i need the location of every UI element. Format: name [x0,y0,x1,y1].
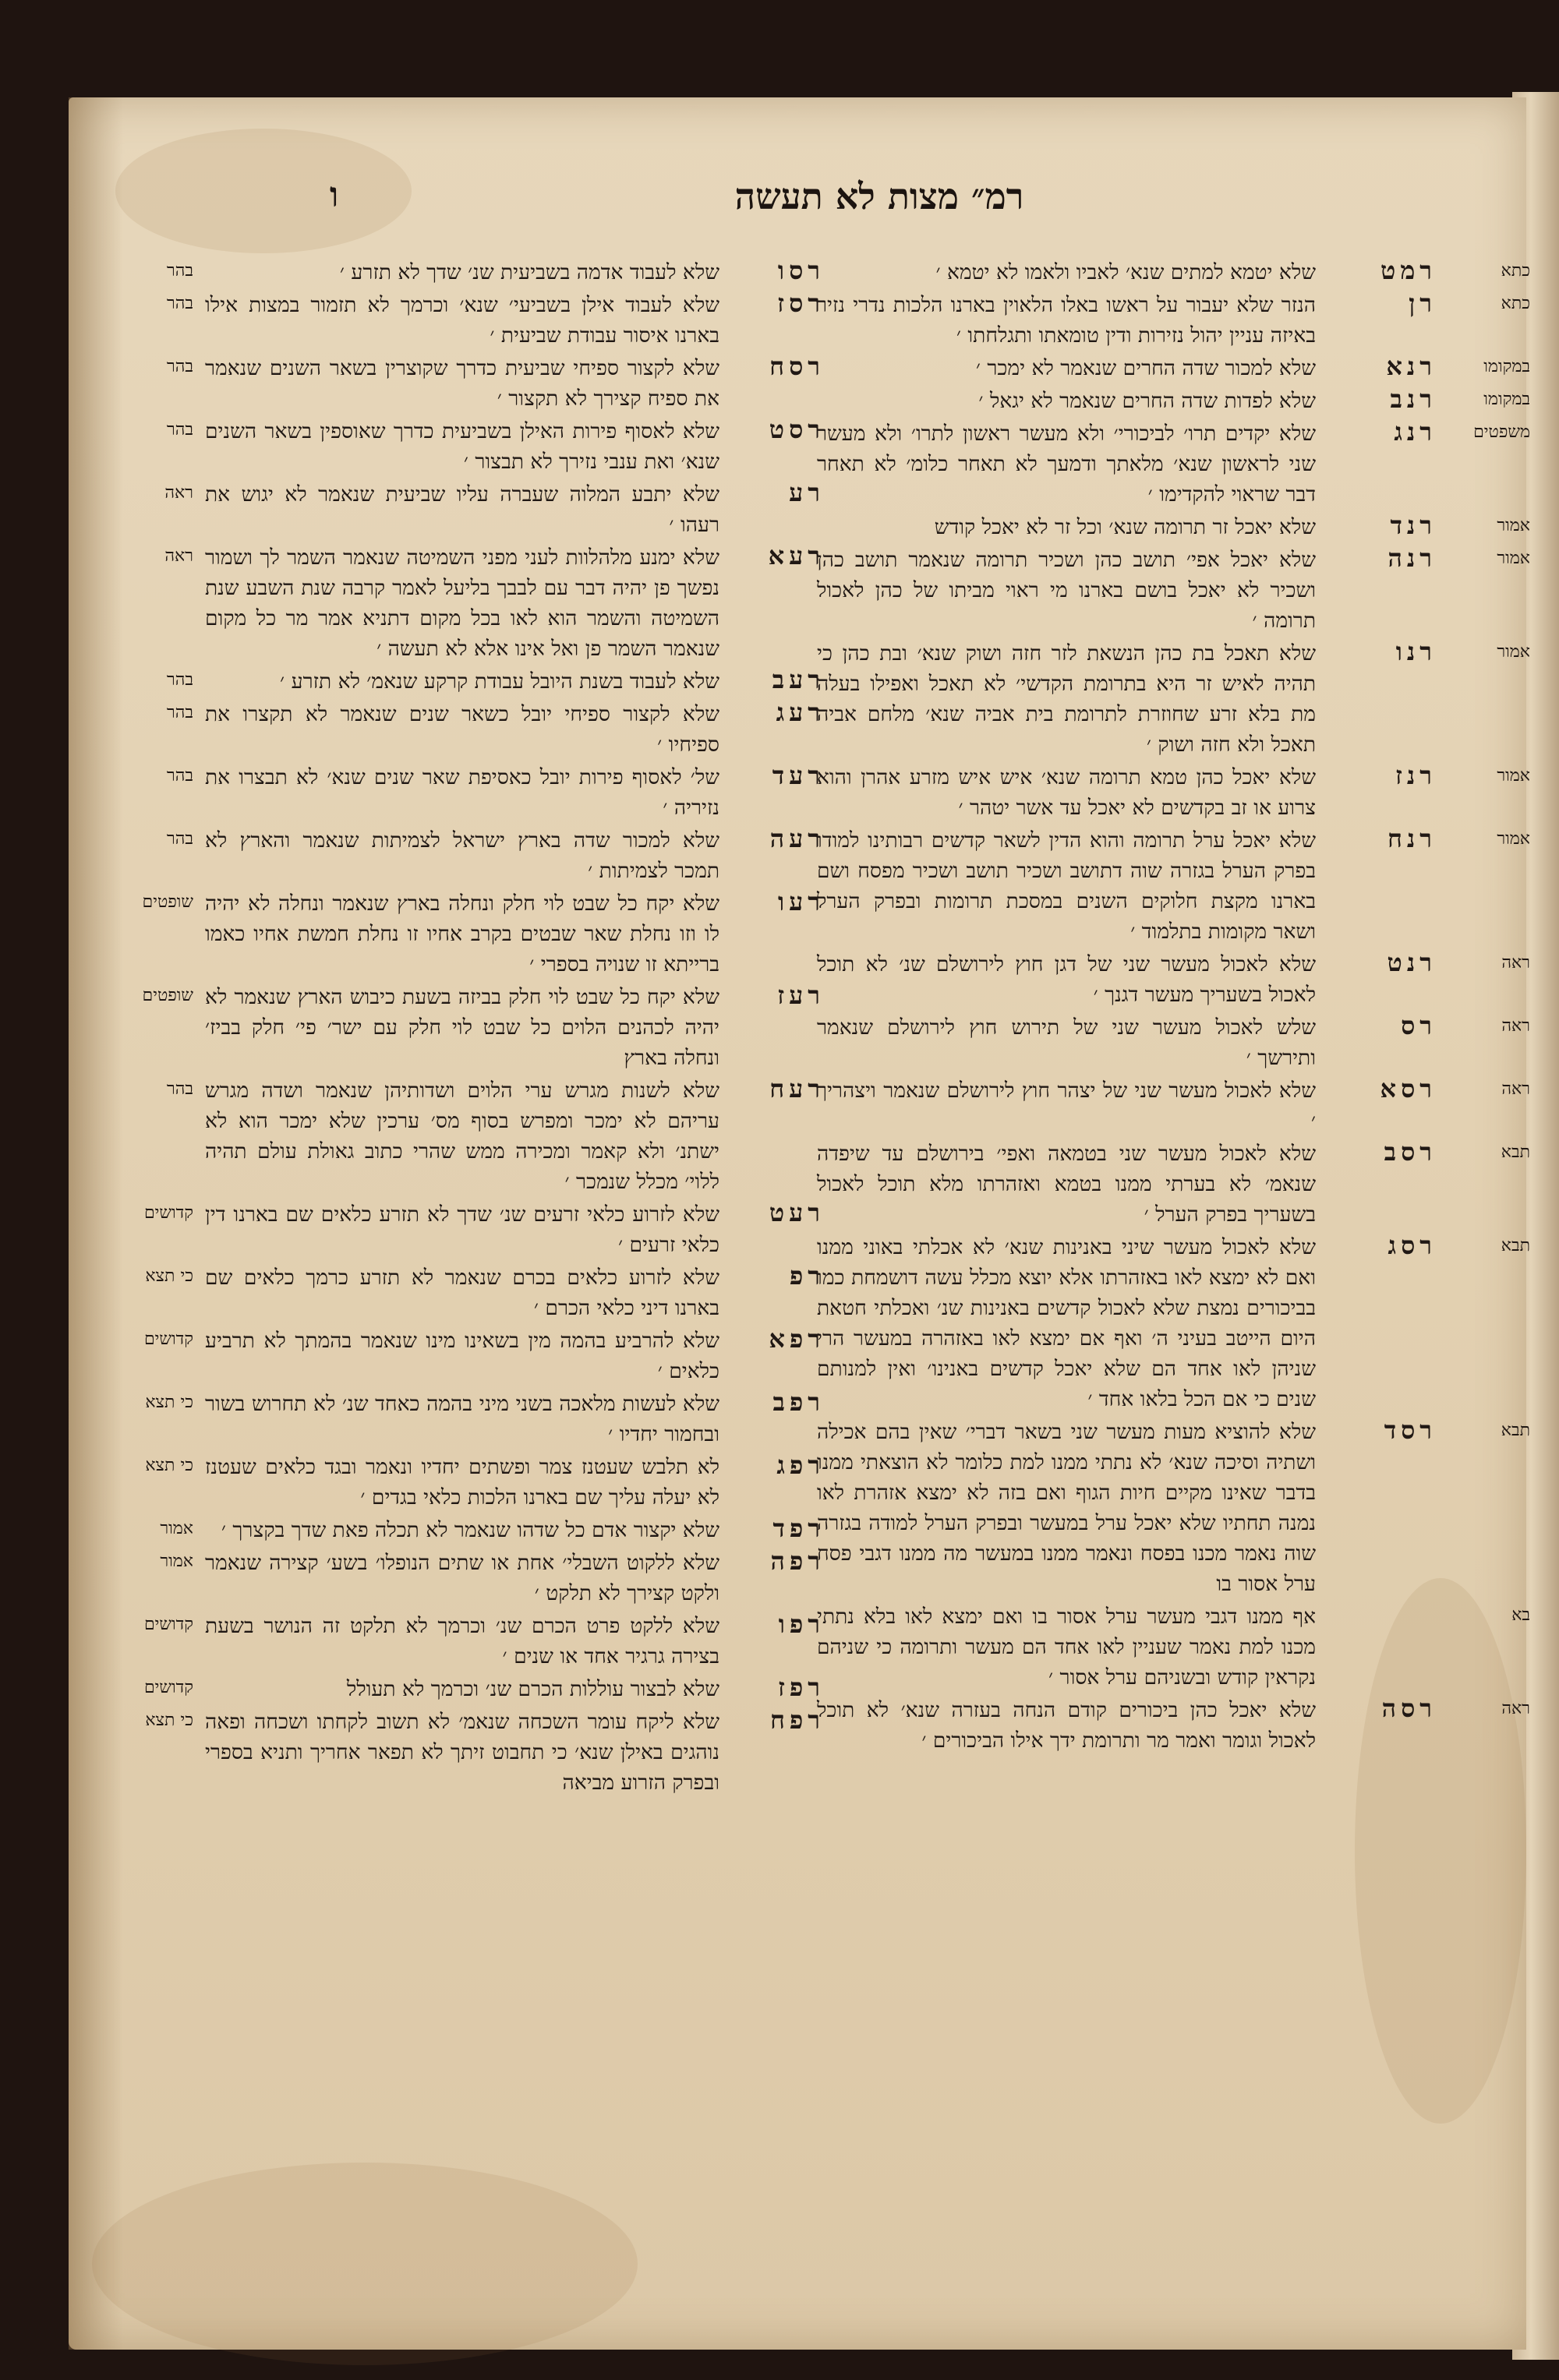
source-portion-label: אמור [1497,766,1530,786]
source-portion-label: ראה [1501,1699,1530,1718]
page-fold-shadow [69,97,123,2350]
commandment-number: רנב [1390,384,1437,414]
commandment-entry: שלא יקצור אדם כל שדהו שנאמר לא תכלה פאת שדך בקצרך ׳ [221,1518,719,1542]
page-stain [1355,1578,1526,2124]
source-portion-label: ראה [1501,1079,1530,1099]
commandment-entry: שלא למכור שדה החרים שנאמר לא ימכר ׳ [975,356,1316,380]
commandment-entry: של׳ לאסוף פירות יובל כאסיפת שאר שנים שנא׳ לא תבצרו את נזיריה ׳ [205,765,719,820]
commandment-number: רעד [772,761,825,790]
commandment-number: רסב [1384,1137,1437,1167]
source-portion-label: במקומו [1483,390,1530,409]
commandment-number: רפו [778,1609,825,1639]
source-portion-label: ראה [164,483,193,503]
commandment-entry: שלא לעבוד אדמה בשביעית שנ׳ שדך לא תזרע ׳ [339,260,719,284]
source-portion-label: בהר [166,829,193,849]
commandment-number: רסא [1380,1074,1437,1103]
page-header [69,175,1526,245]
commandment-number: רנח [1387,824,1437,853]
commandment-number: רס [1401,1011,1437,1040]
source-portion-label: בהר [166,420,193,440]
commandment-entry: שלא לבצור עוללות הכרם שנ׳ וכרמך לא תעולל [346,1677,719,1701]
commandment-entry: שלא ליקח עומר השכחה שנאמ׳ לא תשוב לקחתו ושכחה ופאה נוהגים באילן שנא׳ כי תחבוט זיתך לא תפאר אחריך ותניא בספרי ובפרק הזרוע מביאה [205,1710,719,1795]
commandment-number: רעה [769,824,825,853]
commandment-number: רעב [772,665,825,694]
source-portion-label: בהר [166,294,193,313]
source-portion-label: כי תצא [145,1456,193,1475]
commandment-entry: שלא יאכל זר תרומה שנא׳ וכל זר לא יאכל קודש [934,515,1316,539]
commandment-number: רסה [1381,1693,1437,1723]
manuscript-page [69,97,1530,2350]
commandment-number: רנד [1390,510,1437,540]
commandment-entry: שלא יאכל אפי׳ תושב כהן ושכיר תרומה שנאמר תושב כהן ושכיר לא יאכל בושם בארנו מי ראוי מביתו של כהן לאכול תרומה ׳ [817,548,1316,633]
commandment-entry: שלא לאכול מעשר שני של דגן חוץ לירושלם שנ׳ לא תוכל לאכול בשעריך מעשר דגנך ׳ [817,952,1316,1007]
commandment-entry: שלא לזרוע כלאי זרעים שנ׳ שדך לא תזרע כלאים שם בארנו דין כלאי זרעים ׳ [205,1202,719,1257]
commandment-entry: שלא לאכול מעשר שני בטמאה ואפי׳ בירושלם עד שיפדה שנאמ׳ לא בערתי ממנו בטמא ואזהרתו מלא תוכל לאכול בשעריך בפרק הערל ׳ [817,1142,1316,1227]
commandment-entry: שלא יאכל ערל תרומה והוא הדין לשאר קדשים רבותינו למודו בפרק הערל בגזרה שוה דתושב ושכיר תושב ושכיר מפסח ושם בארנו מקצת חלוקים השנים במסכת תרומות ובפרק הערל ושאר מקומות בתלמוד ׳ [817,828,1316,944]
commandment-number: רנט [1387,948,1437,977]
commandment-number: רסג [1388,1231,1437,1260]
commandment-number: רעו [777,887,825,916]
commandment-number: רפה [770,1546,825,1576]
commandment-number: רעז [777,980,825,1010]
commandment-entry: שלא יקח כל שבט לוי חלק ונחלה בארץ שנאמר ונחלה לא יהיה לו וזו נחלת שאר שבטים בקרב אחיו זו נחלת חמשת אחיו כאמו ברייתא זו שנויה בספרי ׳ [205,892,719,976]
source-portion-label: בהר [166,766,193,786]
commandment-entry: שלא לעבוד אילן בשביעי׳ שנא׳ וכרמך לא תזמור במצות אילו בארנו איסור עבודת שביעית ׳ [205,293,719,348]
source-portion-label: כי תצא [145,1711,193,1730]
source-portion-label: ראה [1501,1016,1530,1036]
source-portion-label: משפטים [1473,422,1530,442]
commandment-entry: שלא תאכל בת כהן הנשאת לזר חזה ושוק שנא׳ ובת כהן כי תהיה לאיש זר היא בתרומת הקדשי׳ לא תאכל ואפילו בעלה מת בלא זרע שחוזרת לתרומת בית אביה שנא׳ מלחם אביה תאכל ולא חזה ושוק ׳ [817,641,1316,757]
source-portion-label: אמור [160,1519,193,1538]
source-portion-label: אמור [1497,549,1530,568]
source-portion-label: תבא [1501,1236,1530,1255]
commandment-entry: שלא לזרוע כלאים בכרם שנאמר לא תזרע כרמך כלאים שם בארנו דיני כלאי הכרם ׳ [205,1266,719,1320]
commandment-number: רנז [1395,761,1437,790]
source-portion-label: בהר [166,261,193,281]
source-portion-label: בהר [166,670,193,690]
source-portion-label: שופטים [142,986,193,1005]
commandment-number: רפ [789,1261,825,1291]
commandment-entry: שלא יאכל כהן טמא תרומה שנא׳ איש איש מזרע אהרן והוא צרוע או זב בקדשים לא יאכל עד אשר יטהר ׳ [817,765,1316,820]
right-text-column [817,257,1316,1758]
commandment-entry: שלא ללקט פרט הכרם שנ׳ וכרמך לא תלקט זה הנושר בשעת בצירה גרגיר אחד או שנים ׳ [205,1614,719,1668]
source-portion-label: בהר [166,357,193,376]
source-portion-label: כתא [1501,294,1530,313]
commandment-number: רנג [1394,417,1437,447]
source-portion-label: כתא [1501,261,1530,281]
commandment-number: רפח [769,1705,825,1735]
commandment-number: רנו [1395,637,1437,666]
source-portion-label: כי תצא [145,1266,193,1286]
source-portion-label: אמור [1497,516,1530,535]
source-portion-label: שופטים [142,892,193,912]
commandment-number: רנא [1386,351,1437,381]
commandment-number: רסו [777,256,825,285]
source-portion-label: אמור [1497,642,1530,662]
commandment-entry: שלא למכור שדה בארץ ישראל לצמיתות שנאמר והארץ לא תמכר לצמיתות ׳ [205,828,719,883]
commandment-number: רסט [769,415,825,444]
commandment-entry: שלא להוציא מעות מעשר שני בשאר דברי׳ שאין בהם אכילה ושתיה וסיכה שנא׳ לא נתתי ממנו למת כלומר לא הוצאתי ממנו בדבר שאינו מקיים חיות הגוף ואם בזה לא ימצא אזהרת לאו נמנה תחתיו שלא יאכל ערל במעשר ובפרק הערל למודה בגזרה שוה נאמר מכנו בפסח ונאמר ממנו במעשר מה ממנו דגבי פסח ערל אסור בו [817,1420,1317,1596]
source-portion-label: בא [1511,1605,1530,1625]
commandment-number: רמט [1380,256,1437,285]
commandment-number: רפג [776,1450,825,1480]
source-portion-label: כי תצא [145,1393,193,1412]
source-portion-label: תבא [1501,1142,1530,1162]
commandment-number: רעא [768,541,825,570]
commandment-number: רסח [769,351,825,381]
commandment-entry: שלא לעבוד בשנת היובל עבודת קרקע שנאמ׳ לא תזרע ׳ [280,669,719,694]
source-portion-label: ראה [1501,953,1530,973]
commandment-number: רעג [776,697,825,727]
source-portion-label: במקומו [1483,357,1530,376]
commandment-number: רע [789,478,825,507]
commandment-number: רעח [769,1074,825,1103]
commandment-entry: שלא יטמא למתים שנא׳ לאביו ולאמו לא יטמא ׳ [935,260,1316,284]
commandment-entry: שלא לאכול מעשר שני של יצהר חוץ לירושלם שנאמר ויצהריך ׳ [817,1079,1316,1133]
commandment-entry: שלא יקח כל שבט לוי חלק בביזה בשעת כיבוש הארץ שנאמר לא יהיה לכהנים הלוים כל שבט לוי חלק עם ישר׳ פי׳ חלק בביז׳ ונחלה בארץ [205,985,719,1070]
commandment-entry: שלא יתבע המלוה שעברה עליו שביעית שנאמר לא יגוש את רעהו ׳ [205,482,719,537]
commandment-entry: שלא לאסוף פירות האילן בשביעית כדרך שאוספין בשאר השנים שנא׳ ואת ענבי נזירך לא תבצור ׳ [205,419,719,474]
commandment-number: רעט [769,1198,825,1227]
page-stain [92,2163,638,2365]
source-portion-label: בהר [166,703,193,722]
commandment-number: רסז [777,288,825,318]
source-portion-label: בהר [166,1079,193,1099]
commandment-entry: שלא לעשות מלאכה בשני מיני בהמה כאחד שנ׳ לא תחרוש בשור ובחמור יחדיו ׳ [205,1392,719,1446]
commandment-entry: שלא ימנע מלהלוות לעני מפני השמיטה שנאמר השמר לך ושמור נפשך פן יהיה דבר עם לבבך בליעל לאמר קרבה שנת השבע שנת השמיטה והשמר הוא לאו בכל מקום דתניא אמר מר כל מקום שנאמר השמר פן ואל אינו אלא לא תעשה ׳ [205,546,719,661]
commandment-entry: הנזר שלא יעבור על ראשו באלו הלאוין בארנו הלכות נדרי נזיר באיזה עניין יהול נזירות ודין טומאתו ותגלחתו ׳ [817,293,1316,348]
commandment-number: רסד [1384,1415,1437,1445]
folio-number: ו [330,175,339,215]
commandment-entry: אף ממנו דגבי מעשר ערל אסור בו ואם ימצא לאו בלא נתתי מכנו למת נאמר שעניין לאו אחד הם מעשר ותרומה כי שניהם נקראין קודש ובשניהם ערל אסור ׳ [817,1605,1316,1690]
commandment-entry: שלא לקצור ספיחי שביעית כדרך שקוצרין בשאר השנים שנאמר את ספיח קצירך לא תקצור ׳ [205,356,719,411]
commandment-entry: שלא לשנות מגרש ערי הלוים ושדותיהן שנאמר ושדה מגרש עריהם לא ימכר ומפרש בסוף מס׳ ערכין שלא ימכר הוא לא ישתנ׳ ולא קאמר ומכירה ממש שהרי כתוב גאולת עולם תהיה ללוי׳ מכלל שנמכר ׳ [205,1079,719,1194]
commandment-entry: שלא לאכול מעשר שיני באנינות שנא׳ לא אכלתי באוני ממנו ואם לא ימצא לאו באזהרתו אלא יוצא מכלל עשה דושמחת כמו בביכורים נמצת שלא לאכול קדשים באנינות שנ׳ ואכלתי חטאת היום הייטב בעיני ה׳ ואף אם ימצא לאו באזהרה במעשר הרי שניהן לאו אחד הם שלא יאכל קדשים באנינו׳ ואין למנותם שנים כי אם הכל בלאו אחד ׳ [817,1235,1316,1411]
source-portion-label: אמור [160,1552,193,1571]
source-portion-label: קדושים [143,1678,193,1697]
left-text-column [205,257,719,1800]
source-portion-label: קדושים [143,1329,193,1349]
source-portion-label: תבא [1501,1421,1530,1440]
commandment-entry: שלא יאכל כהן ביכורים קודם הנחה בעזרה שנא׳ לא תוכל לאכול וגומר ואמר מר ותרומת ידך אילו הביכורים ׳ [817,1698,1316,1753]
commandment-number: רפז [777,1672,825,1702]
commandment-number: רפא [769,1324,825,1354]
commandment-entry: שלא להרביע בהמה מין בשאינו מינו שנאמר בהמתך לא תרביע כלאים ׳ [205,1329,719,1383]
source-portion-label: קדושים [143,1615,193,1634]
source-portion-label: קדושים [143,1203,193,1223]
commandment-number: רפב [772,1387,825,1417]
commandment-entry: שלא ללקוט השבלי׳ אחת או שתים הנופלו׳ בשע׳ קצירה שנאמר ולקט קצירך לא תלקט ׳ [205,1551,719,1605]
page-title: רמ״ מצות לא תעשה [734,175,1024,217]
commandment-number: רנה [1388,543,1437,573]
commandment-number: רפד [772,1513,825,1543]
commandment-entry: שלא יקדים תרו׳ לביכורי׳ ולא מעשר ראשון לתרו׳ ולא מעשר שני לראשון שנא׳ מלאתך ודמעך לא תאחר כלומ׳ לא תאחר דבר שראוי להקדימו ׳ [817,422,1316,507]
commandment-entry: לא תלבש שעטנז צמר ופשתים יחדיו ונאמר ובגד כלאים שעטנז לא יעלה עליך שם בארנו הלכות כלאי בגדים ׳ [205,1455,719,1510]
commandment-entry: שלא לקצור ספיחי יובל כשאר שנים שנאמר לא תקצרו את ספיחיו ׳ [205,702,719,757]
commandment-number: רן [1409,288,1437,318]
commandment-entry: שלא לפדות שדה החרים שנאמר לא יגאל ׳ [978,389,1316,413]
commandment-entry: שלש לאכול מעשר שני של תירוש חוץ לירושלם שנאמר ותירשך ׳ [817,1015,1316,1070]
source-portion-label: ראה [164,546,193,566]
source-portion-label: אמור [1497,829,1530,849]
